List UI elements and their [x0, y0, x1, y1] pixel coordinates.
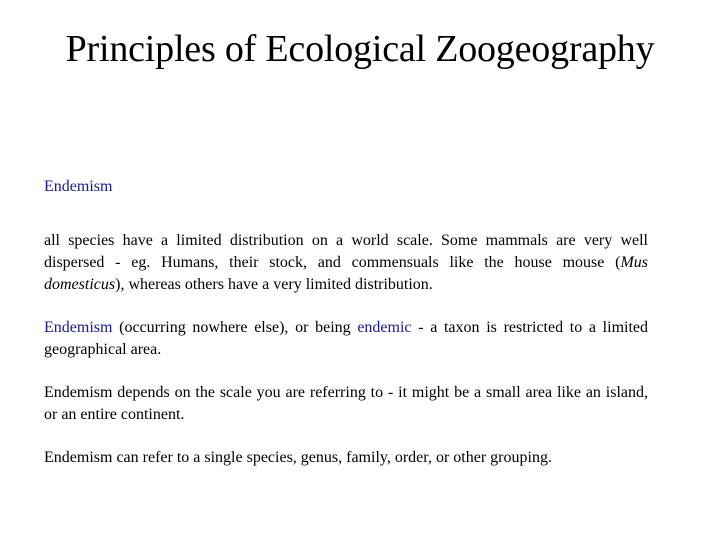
species-name: Mus domesticus [44, 254, 648, 293]
paragraph-definition [44, 317, 648, 361]
paragraph-text: - a taxon is restricted to a limited geographical area. [44, 319, 648, 358]
term-endemism: Endemism [44, 319, 113, 336]
slide-title: Principles of Ecological Zoogeography [65, 28, 655, 70]
paragraph-grouping: Endemism can refer to a single species, genus, family, order, or other grouping. [44, 449, 552, 466]
section-heading: Endemism [44, 178, 113, 195]
paragraph-text: ), whereas others have a very limited distribution. [115, 276, 433, 293]
term-endemic: endemic [357, 319, 412, 336]
paragraph-scale: Endemism depends on the scale you are referring to - it might be a small area like an island, or an entire continent. [44, 384, 648, 423]
paragraph-text: all species have a limited distribution on a world scale. Some mammals are very well dispersed - eg. Humans, their stock, and commensuals like the house mouse ( [44, 232, 648, 271]
paragraph-distribution [44, 230, 648, 296]
slide-body [44, 176, 648, 490]
paragraph-text: (occurring nowhere else), or being [112, 319, 358, 336]
